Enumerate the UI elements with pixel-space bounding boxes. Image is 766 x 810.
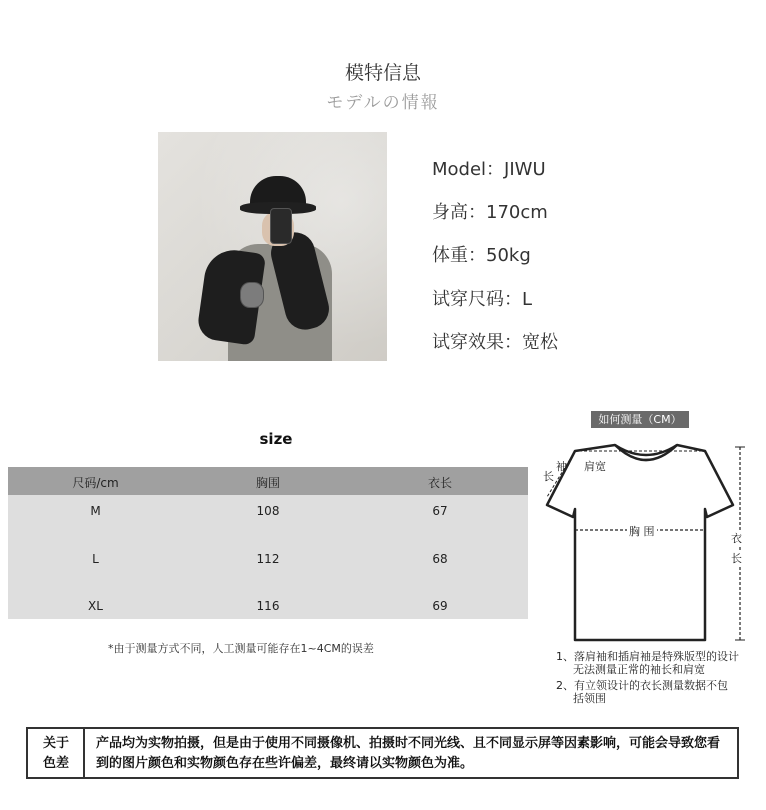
section-title: 模特信息: [344, 62, 421, 84]
model-weight: 体重：50kg: [432, 245, 531, 266]
column-header: 衣长: [427, 476, 452, 490]
table-cell: 69: [432, 599, 448, 613]
shoulder-label: 肩宽: [584, 460, 606, 473]
disclaimer-label: [32, 734, 80, 774]
tshirt-outline: [547, 445, 733, 640]
disclaimer-text: 产品均为实物拍摄，但是由于使用不同摄像机、拍摄时不同光线、且不同显示屏等因素影响，可能会导致您看到的图片颜色和实物颜色存在些许偏差，最终请以实物颜色为准。: [96, 736, 721, 771]
diagram-note: 无法测量正常的袖长和肩宽: [573, 663, 705, 676]
table-cell: 112: [256, 552, 280, 566]
table-cell: XL: [88, 599, 103, 613]
size-chart-title: size: [259, 430, 293, 448]
table-cell: 116: [256, 599, 280, 613]
how-to-measure-label: 如何测量（CM）: [591, 411, 689, 428]
table-cell: L: [92, 552, 99, 566]
model-fit: 试穿效果：宽松: [432, 332, 558, 353]
disclaimer-label-line1: 关于: [42, 736, 69, 751]
column-header: 尺码/cm: [72, 476, 119, 490]
model-name: Model：JIWU: [432, 159, 546, 180]
disclaimer-label-line2: 色差: [42, 756, 69, 771]
section-subtitle: モデルの情報: [326, 93, 440, 113]
chest-label: 胸 围: [629, 525, 655, 538]
column-header: 胸围: [255, 476, 280, 490]
length-label-1: 衣: [731, 532, 742, 545]
table-cell: M: [90, 504, 101, 518]
sleeve-label-2: 长: [543, 470, 554, 483]
divider: [83, 729, 85, 777]
table-cell: 67: [432, 504, 448, 518]
length-label-2: 长: [731, 552, 742, 565]
sleeve-label: 袖: [556, 460, 567, 473]
model-photo: [158, 132, 387, 361]
diagram-note: 1、落肩袖和插肩袖是特殊版型的设计: [556, 650, 739, 663]
size-table: [8, 467, 528, 619]
color-disclaimer: [26, 727, 739, 779]
model-size: 试穿尺码：L: [432, 289, 533, 310]
model-height: 身高：170cm: [432, 202, 548, 223]
table-cell: 68: [432, 552, 448, 566]
collar: [615, 445, 677, 460]
diagram-note: 括领围: [573, 692, 606, 705]
measurement-note: *由于测量方式不同，人工测量可能存在1~4CM的误差: [108, 642, 374, 655]
table-cell: 108: [256, 504, 280, 518]
diagram-note: 2、有立领设计的衣长测量数据不包: [556, 679, 728, 692]
